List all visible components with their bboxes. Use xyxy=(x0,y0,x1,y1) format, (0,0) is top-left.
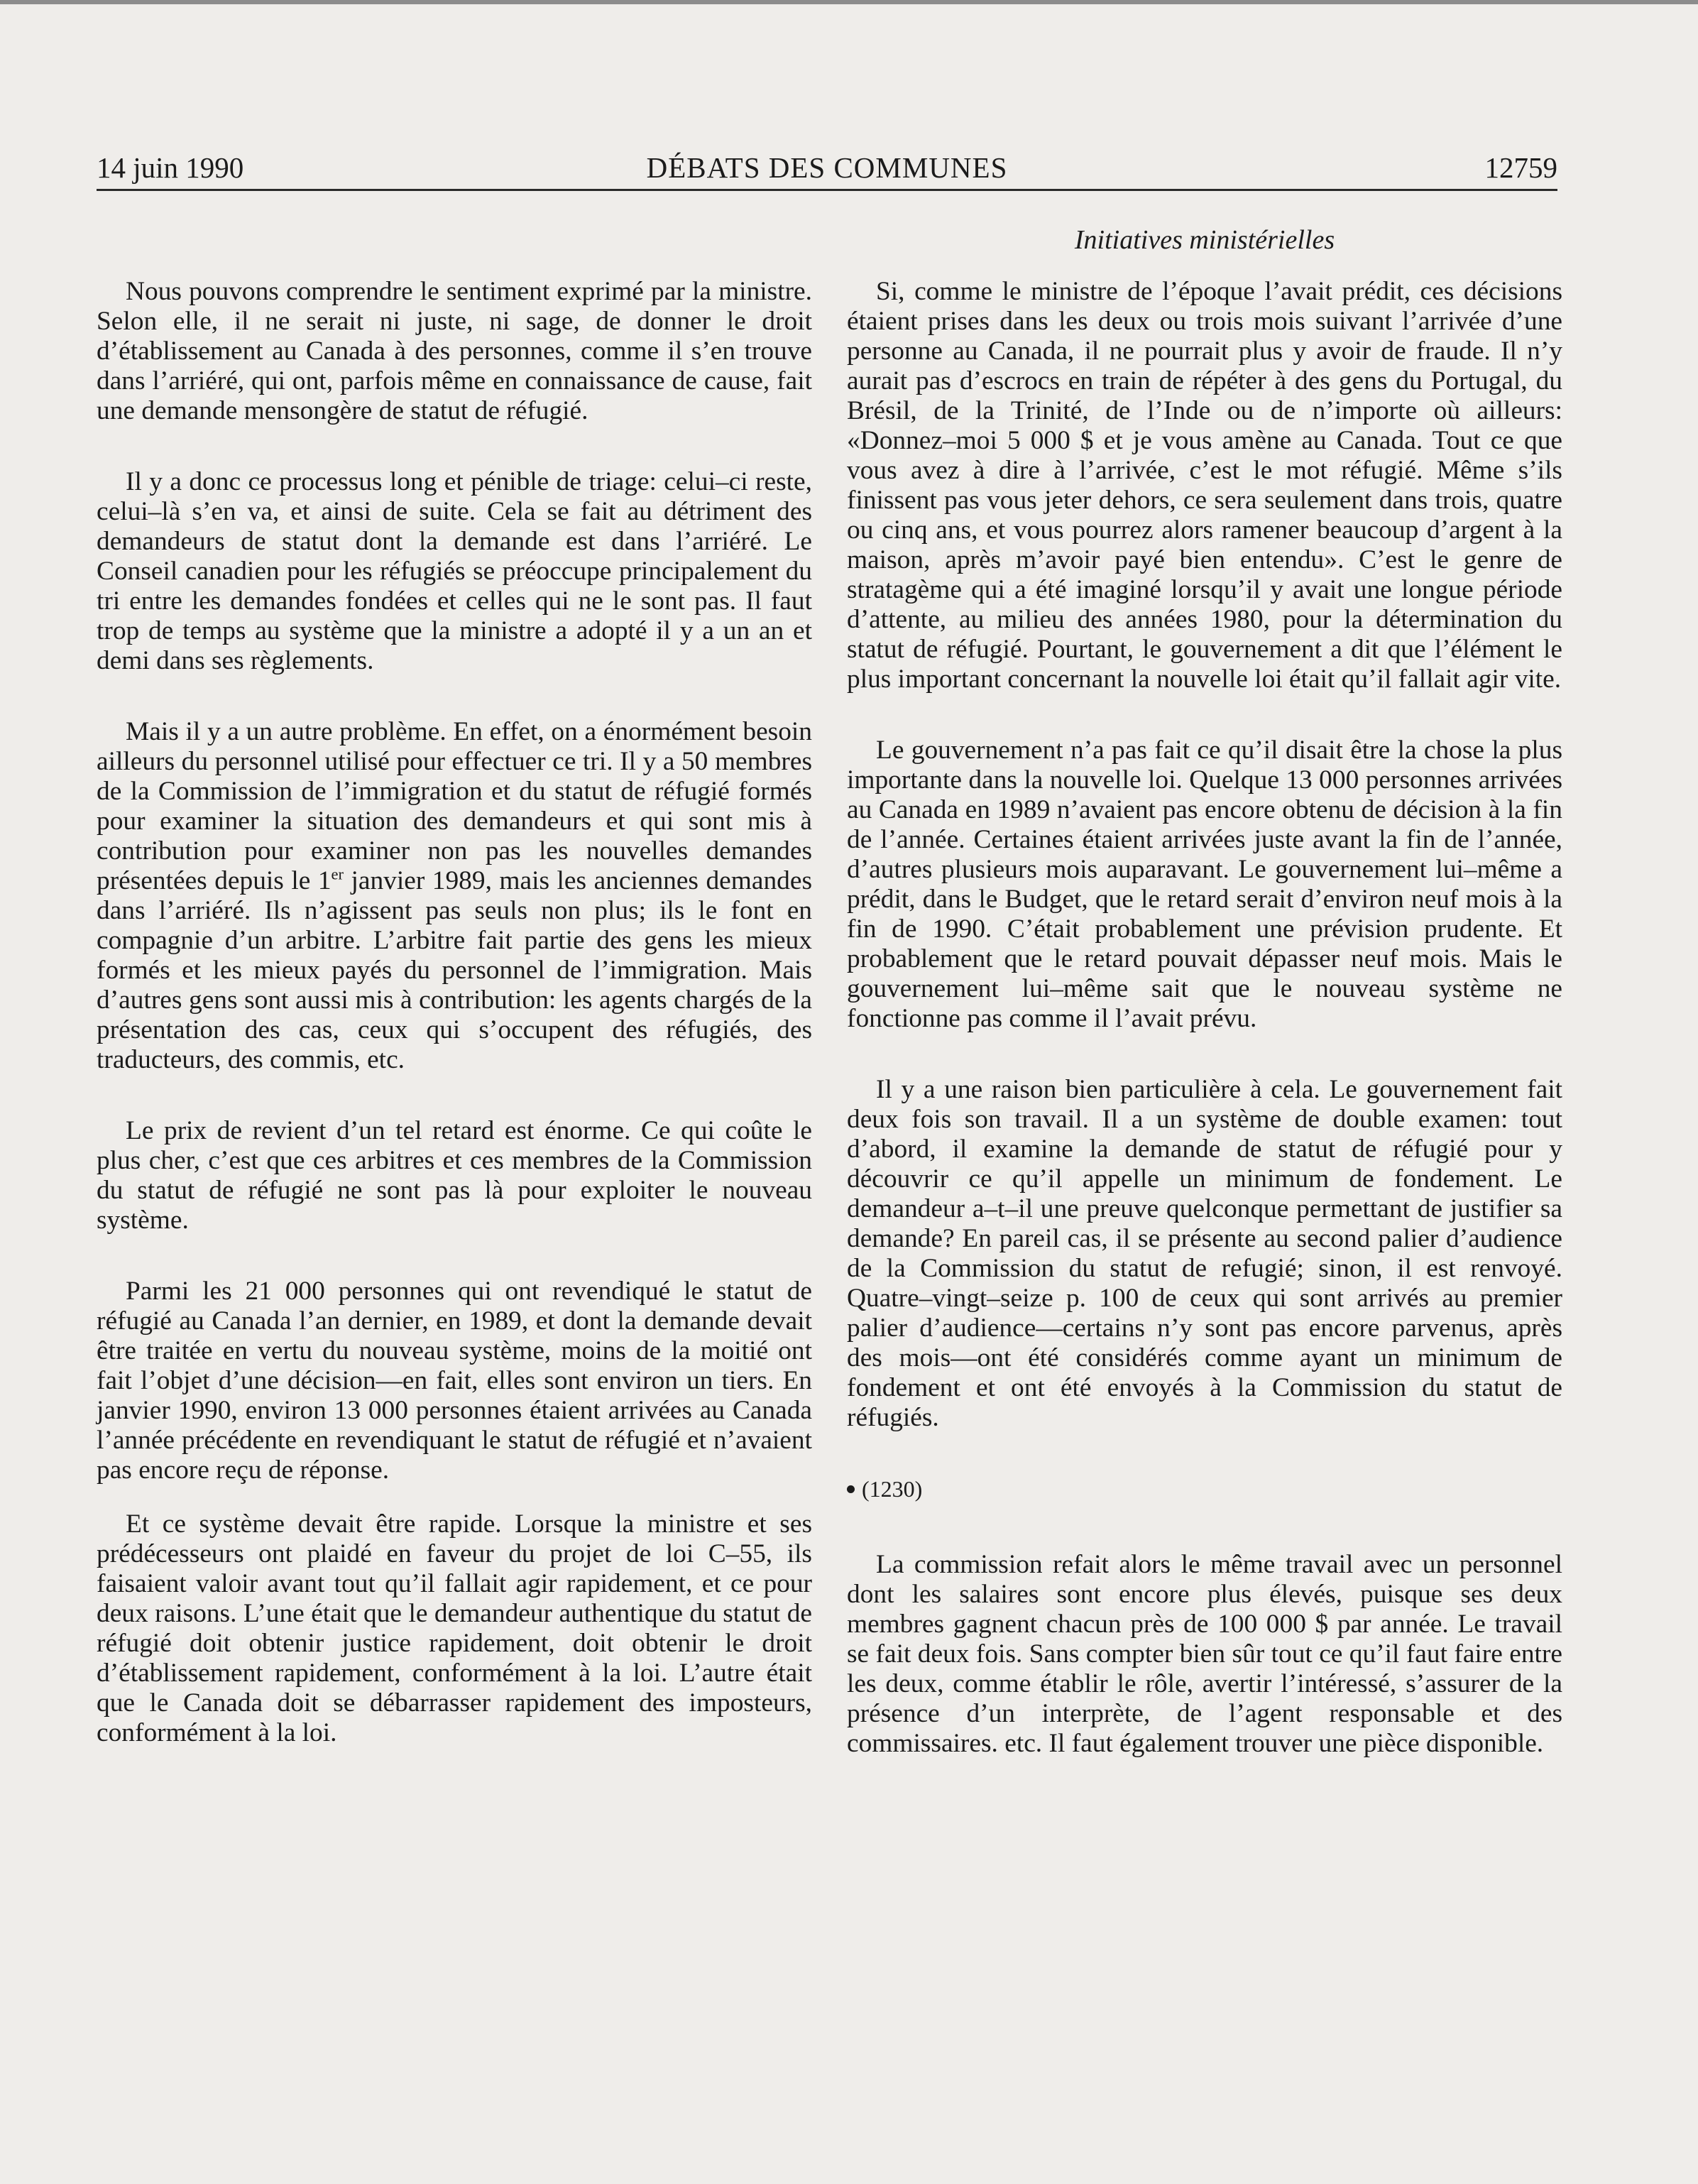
bullet-icon xyxy=(847,1485,855,1493)
header-date: 14 juin 1990 xyxy=(97,151,244,184)
paragraph: Le gouvernement n’a pas fait ce qu’il disait être la chose la plus importante dans la nouvelle loi. Quelque 13 000 personnes arrivées au Canada en 1989 n’avaient pas encore obtenu de décision à la fin de l’année. Certaines étaient arrivées juste avant la fin de l’année, d’autres plusieurs mois auparavant. Le gouvernement lui–même a prédit, dans le Budget, que le retard serait d’environ neuf mois à la fin de 1990. C’était probablement une prévision prudente. Et probablement que le retard pouvait dépasser neuf mois. Mais le gouvernement lui–même sait que le nouveau système ne fonctionne pas comme il l’avait prévu. xyxy=(847,736,1562,1033)
right-column xyxy=(847,277,1562,1799)
paragraph: Mais il y a un autre problème. En effet, on a énormément besoin ailleurs du personnel utilisé pour effectuer ce tri. Il y a 50 membres de la Commission de l’immigration et du statut de réfugié formés pour examiner la situation des demandeurs et qui sont mis à contribution pour examiner non pas les nouvelles demandes présentées depuis le 1er janvier 1989, mais les anciennes demandes dans l’arriéré. Ils n’agissent pas seuls non plus; ils le font en compagnie d’un arbitre. L’arbitre fait partie des gens les mieux formés et les mieux payés du personnel de l’immigration. Mais d’autres gens sont aussi mis à contribution: les agents chargés de la présentation des cas, ceux qui s’occupent des réfugiés, des traducteurs, des commis, etc. xyxy=(97,717,812,1074)
timestamp-text: (1230) xyxy=(862,1476,923,1502)
paragraph: Si, comme le ministre de l’époque l’avait prédit, ces décisions étaient prises dans les deux ou trois mois suivant l’arrivée d’une personne au Canada, il ne pourrait plus y avoir de fraude. Il n’y aurait pas d’escrocs en train de répéter à des gens du Portugal, du Brésil, de la Trinité, de l’Inde ou de n’importe où ailleurs: «Donnez–moi 5 000 $ et je vous amène au Canada. Tout ce que vous avez à dire à l’arrivée, c’est le mot réfugié. Même s’ils finissent pas vous jeter dehors, ce sera seulement dans trois, quatre ou cinq ans, et vous pourrez alors ramener beaucoup d’argent à la maison, après m’avoir payé bien entendu». C’est le genre de stratagème qui a été imaginé lorsqu’il y avait une longue période d’attente, au milieu des années 1980, pour la détermination du statut de réfugié. Pourtant, le gouvernement a dit que l’élément le plus important concernant la nouvelle loi était qu’il fallait agir vite. xyxy=(847,277,1562,694)
paragraph: Et ce système devait être rapide. Lorsque la ministre et ses prédécesseurs ont plaidé en faveur du projet de loi C–55, ils faisaient valoir avant tout qu’il fallait agir rapidement, et ce pour deux raisons. L’une était que le demandeur authentique du statut de réfugié doit obtenir justice rapidement, doit obtenir le droit d’établissement rapidement, conformément à la loi. L’autre était que le Canada doit se débarrasser rapidement des imposteurs, conformément à la loi. xyxy=(97,1509,812,1747)
page-top-edge xyxy=(0,0,1698,4)
left-column xyxy=(97,277,812,1789)
header-page-number: 12759 xyxy=(1484,151,1557,184)
timestamp-marker xyxy=(847,1475,1562,1503)
paragraph: Nous pouvons comprendre le sentiment exprimé par la ministre. Selon elle, il ne serait ni juste, ni sage, de donner le droit d’établissement au Canada à des personnes, comme il s’en trouve dans l’arriéré, qui ont, parfois même en connaissance de cause, fait une demande mensongère de statut de réfugié. xyxy=(97,277,812,425)
paragraph: Le prix de revient d’un tel retard est énorme. Ce qui coûte le plus cher, c’est que ces arbitres et ces membres de la Commission du statut de réfugié ne sont pas là pour exploiter le nouveau système. xyxy=(97,1116,812,1235)
paragraph: Parmi les 21 000 personnes qui ont revendiqué le statut de réfugié au Canada l’an dernier, en 1989, et dont la demande devait être traitée en vertu du nouveau système, moins de la moitié ont fait l’objet d’une décision—en fait, elles sont environ un tiers. En janvier 1990, environ 13 000 personnes étaient arrivées au Canada l’année précédente en revendiquant le statut de réfugié et n’avaient pas encore reçu de réponse. xyxy=(97,1277,812,1485)
page-header xyxy=(97,146,1557,191)
paragraph: La commission refait alors le même travail avec un personnel dont les salaires sont encore plus élevés, puisque ses deux membres gagnent chacun près de 100 000 $ par année. Le travail se fait deux fois. Sans compter bien sûr tout ce qu’il faut faire entre les deux, comme établir le rôle, avertir l’intéressé, s’assurer de la présence d’un interprète, de l’agent responsable et des commissaires. etc. Il faut également trouver une pièce disponible. xyxy=(847,1550,1562,1758)
paragraph: Il y a donc ce processus long et pénible de triage: celui–ci reste, celui–là s’en va, et ainsi de suite. Cela se fait au détriment des demandeurs de statut dont la demande est dans l’arriéré. Le Conseil canadien pour les réfugiés se préoccupe principalement du tri entre les demandes fondées et celles qui ne le sont pas. Il faut trop de temps au système que la ministre a adopté il y a un an et demi dans ses règlements. xyxy=(97,467,812,675)
ordinal-superscript: er xyxy=(331,865,344,883)
paragraph: Il y a une raison bien particulière à cela. Le gouvernement fait deux fois son travail. Il a un système de double examen: tout d’abord, il examine la demande de statut de réfugié pour y découvrir ce qu’il appelle un minimum de fondement. Le demandeur a–t–il une preuve quelconque permettant de justifier sa demande? En pareil cas, il se présente au second palier d’audience de la Commission du statut de refugié; sinon, il est renvoyé. Quatre–vingt–seize p. 100 de ceux qui sont arrivés au premier palier d’audience—certains n’y sont pas encore parvenus, après des mois—ont été considérés comme ayant un minimum de fondement et ont été envoyés à la Commission du statut de réfugiés. xyxy=(847,1075,1562,1432)
section-label: Initiatives ministérielles xyxy=(1074,225,1335,255)
header-title: DÉBATS DES COMMUNES xyxy=(646,151,1008,184)
